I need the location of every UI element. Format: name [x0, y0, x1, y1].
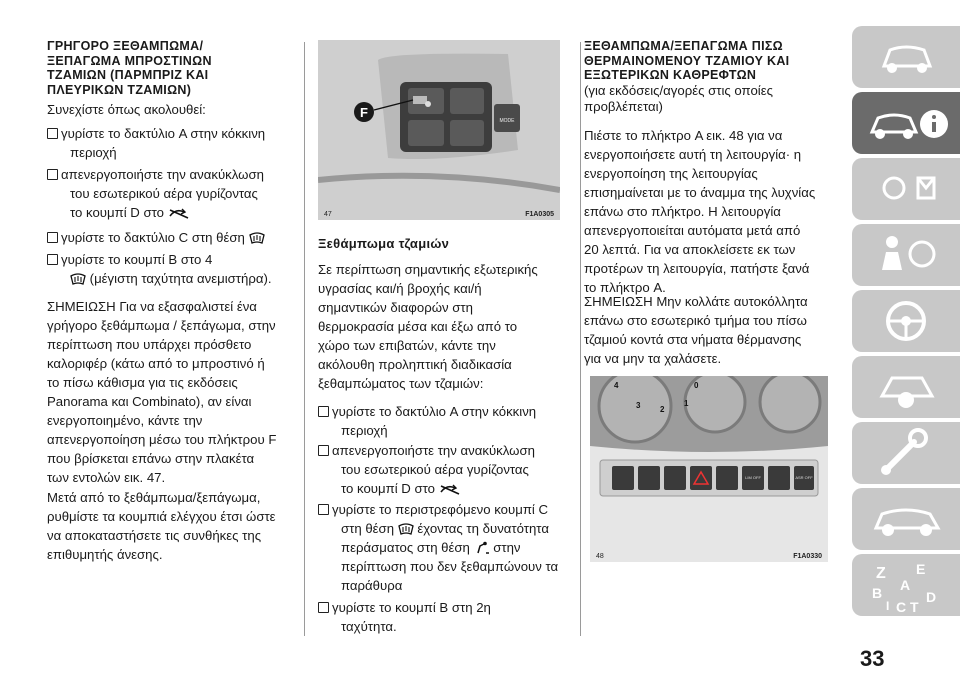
checkbox-bullet-icon — [318, 406, 329, 417]
figure-48 — [590, 376, 828, 562]
svg-text:LIM OFF: LIM OFF — [745, 475, 761, 480]
column-divider — [580, 42, 581, 636]
column-divider — [304, 42, 305, 636]
airbag-icon — [852, 224, 960, 286]
section-title: ΞΕΘΑΜΠΩΜΑ/ΞΕΠΑΓΩΜΑ ΠΙΣΩ ΘΕΡΜΑΙΝΟΜΕΝΟΥ ΤΖΑΜΙΟΥ ΚΑΙ ΕΞΩΤΕΡΙΚΩΝ ΚΑΘΡΕΦΤΩΝ — [584, 39, 790, 82]
wrench-icon — [852, 422, 960, 484]
svg-text:1: 1 — [684, 399, 689, 408]
svg-text:4: 4 — [614, 381, 619, 390]
svg-text:D: D — [926, 589, 937, 605]
section-title: ΓΡΗΓΟΡΟ ΞΕΘΑΜΠΩΜΑ/ ΞΕΠΑΓΩΜΑ ΜΠΡΟΣΤΙΝΩΝ ΤΖΑΜΙΩΝ (ΠΑΡΜΠΡΙΖ ΚΑΙ ΠΛΕΥΡΙΚΩΝ ΤΖΑΜΙΩΝ) — [47, 39, 212, 97]
svg-text:3: 3 — [636, 401, 641, 410]
tab-car-info-active[interactable] — [852, 92, 960, 154]
page-number: 33 — [860, 646, 885, 671]
checkbox-bullet-icon — [318, 504, 329, 515]
checkbox-bullet-icon — [318, 602, 329, 613]
paragraph: Μετά από το ξεθάμπωμα/ξεπάγωμα, ρυθμίστε τα κουμπιά ελέγχου έτσι ώστε να αποκαταστήσετε τις συνθήκες της επιθυμητής άνεσης. — [47, 490, 276, 562]
svg-text:A: A — [900, 577, 911, 593]
figure-47 — [318, 40, 560, 220]
mode-label: MODE — [499, 118, 515, 124]
svg-text:B: B — [872, 585, 883, 601]
section-title: Ξεθάμπωμα τζαμιών — [318, 236, 450, 251]
svg-text:Z: Z — [876, 565, 886, 582]
control-panel-photo — [318, 40, 560, 220]
alphabet-index-icon — [852, 554, 960, 616]
checkbox-bullet-icon — [47, 128, 58, 139]
svg-text:E: E — [916, 561, 926, 577]
figure-number: 48 — [596, 553, 604, 560]
intro-text: Συνεχίστε όπως ακολουθεί: — [47, 102, 206, 117]
tab-alphabetical-index[interactable] — [852, 554, 960, 616]
windscreen-defrost-icon — [398, 522, 414, 536]
car-info-icon — [852, 92, 960, 154]
paragraph: Πιέστε το πλήκτρο A εικ. 48 για να ενεργοποιήσετε αυτή τη λειτουργία· η ενεργοποίηση της λειτουργίας επισημαίνεται με το άναμμα της λυχνίας επάνω στο πλήκτρο. Η λειτουργία απενεργοποιείται αυτόματα μετά από 20 λεπτά. Για να αποκλείσετε εκ των προτέρων τη λειτουργία, πατήστε ξανά το πλήκτρο A. — [584, 128, 816, 295]
tyre-icon — [852, 356, 960, 418]
section-subtitle: (για εκδόσεις/αγορές στις οποίες προβλέπεται) — [584, 83, 773, 114]
note-text: ΣΗΜΕΙΩΣΗ Για να εξασφαλιστεί ένα γρήγορο ξεθάμπωμα / ξεπάγωμα, στην περίπτωση που υπάρχει πρόσθετο καλοριφέρ (κάτω από το μπροστινό ή το πίσω κάθισμα για τις εκδόσεις Panorama και Combinato), αν είναι ενεργοποιημένο, κάντε την απενεργοποίηση μέσω του πλήκτρου F που βρίσκεται επάνω στην πλακέτα των εντολών εικ. 47. — [47, 299, 277, 485]
checkbox-bullet-icon — [318, 445, 329, 456]
svg-text:F: F — [360, 105, 368, 120]
tab-wrench[interactable] — [852, 422, 960, 484]
tab-car-side[interactable] — [852, 488, 960, 550]
tab-steering-wheel[interactable] — [852, 290, 960, 352]
tab-airbag[interactable] — [852, 224, 960, 286]
windscreen-feet-icon — [474, 541, 490, 555]
tab-car-front[interactable] — [852, 26, 960, 88]
svg-text:T: T — [910, 599, 919, 615]
dashboard-button-panel-photo — [590, 376, 828, 562]
svg-text:ASR OFF: ASR OFF — [795, 475, 813, 480]
car-side-icon — [852, 488, 960, 550]
tab-warning-lights[interactable] — [852, 158, 960, 220]
car-front-icon — [852, 26, 960, 88]
svg-text:I: I — [886, 599, 890, 613]
checkbox-bullet-icon — [47, 254, 58, 265]
intro-text: Σε περίπτωση σημαντικής εξωτερικής υγρασίας και/ή βροχής και/ή σημαντικών διαφορών στη θερμοκρασία μέσα και έξω από το χώρο των επιβατών, κάντε την ακόλουθη προληπτική διαδικασία ξεθαμπώματος των τζαμιών: — [318, 262, 538, 391]
checkbox-bullet-icon — [47, 169, 58, 180]
warning-lights-icon — [852, 158, 960, 220]
checkbox-bullet-icon — [47, 232, 58, 243]
tab-tyre[interactable] — [852, 356, 960, 418]
svg-text:0: 0 — [694, 381, 699, 390]
svg-text:C: C — [896, 599, 907, 615]
note-text: ΣΗΜΕΙΩΣΗ Μην κολλάτε αυτοκόλλητα επάνω στο εσωτερικό τμήμα του πίσω τζαμιού κοντά στα νήματα θέρμανσης για να μην τα χαλάσετε. — [584, 294, 808, 366]
windscreen-defrost-icon — [249, 231, 265, 245]
figure-code: F1A0330 — [793, 553, 822, 560]
svg-text:2: 2 — [660, 405, 665, 414]
figure-code: F1A0305 — [525, 211, 554, 218]
steering-wheel-icon — [852, 290, 960, 352]
recirculation-off-icon — [439, 482, 461, 496]
recirculation-off-icon — [168, 206, 190, 220]
windscreen-defrost-icon — [70, 272, 86, 286]
figure-number: 47 — [324, 211, 332, 218]
